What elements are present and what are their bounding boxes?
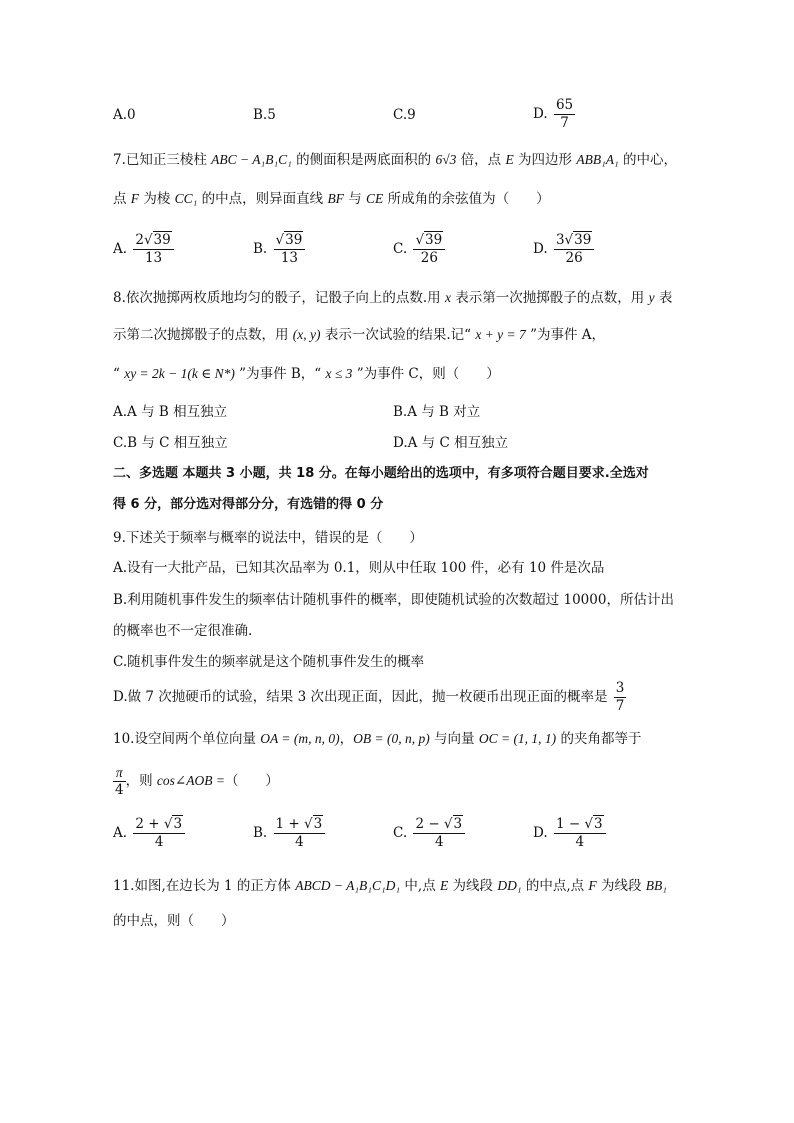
numerator: 1 − √3: [554, 816, 606, 834]
radicand: 3: [453, 816, 463, 832]
q9-option-b-line2: 的概率也不一定很准确.: [113, 623, 253, 639]
math: CE: [366, 191, 384, 206]
text: 所成角的余弦值为（ ）: [383, 191, 550, 207]
q11-stem-line1: [113, 876, 667, 896]
denominator: 4: [115, 782, 124, 798]
q10-stem-line1: [113, 729, 641, 749]
section-heading-line2: 得 6 分，部分选对得部分分，有选错的得 0 分: [113, 497, 384, 512]
q6-d-fraction: [554, 97, 575, 132]
numerator: π: [113, 764, 126, 782]
numerator: √39: [274, 232, 306, 250]
denominator: 4: [575, 834, 585, 850]
text: 为线段: [448, 878, 498, 894]
q10-option-b: [253, 816, 325, 851]
q7-stem-line1: [113, 150, 677, 170]
q6-option-a: A.0: [113, 107, 136, 123]
numerator: 2 + √3: [133, 816, 185, 834]
q8-stem-line3: [113, 364, 500, 384]
q9-option-c: C.随机事件发生的频率就是这个随机事件发生的概率: [113, 654, 425, 670]
math: CC₁: [174, 191, 198, 206]
math: E: [505, 152, 514, 167]
radicand: 3: [594, 816, 603, 832]
term: 2 −: [415, 816, 444, 832]
fraction: [133, 816, 185, 851]
q8-stem-line2: [113, 325, 605, 345]
math: x ≤ 3: [325, 366, 353, 381]
q6-d-num: 65: [555, 97, 574, 113]
vector-oa: OA = (m, n, 0): [260, 731, 340, 746]
q10-option-d: [533, 816, 606, 851]
q6-d-prefix: D.: [533, 106, 548, 122]
q9-option-d: [113, 680, 626, 715]
fraction: [413, 232, 445, 267]
text: 倍，点: [456, 152, 506, 168]
term: 1 −: [555, 816, 585, 832]
radicand: 3: [313, 816, 323, 832]
pi-over-4: [113, 764, 126, 799]
denominator: 13: [280, 250, 298, 266]
prefix: D.: [533, 825, 548, 841]
fraction: [133, 232, 173, 267]
q8-stem-line1: [113, 288, 672, 308]
coef: 2: [135, 232, 144, 248]
text: 示第二次抛掷骰子的点数，用: [113, 327, 293, 343]
q9-d-fraction: [614, 680, 627, 715]
numerator: 3√39: [554, 232, 594, 250]
radicand: 39: [574, 232, 592, 248]
q7-option-b: [253, 232, 305, 267]
q10-option-a: [113, 816, 185, 851]
q8-option-a: A.A 与 B 相互独立: [113, 404, 228, 420]
denominator: 13: [144, 250, 163, 266]
numerator: 1 + √3: [274, 816, 326, 834]
fraction: [554, 232, 594, 267]
prefix: D.: [533, 241, 548, 257]
radicand: 39: [285, 232, 303, 248]
math: x: [444, 290, 451, 305]
radicand: 39: [153, 232, 171, 248]
math: BB₁: [645, 878, 667, 893]
math: ABCD − A₁B₁C₁D₁: [295, 878, 401, 893]
q7-option-d: [533, 232, 594, 267]
radicand: 3: [173, 816, 183, 832]
q10-stem-line2: [113, 764, 279, 799]
q7-option-a: [113, 232, 174, 267]
text: ”为事件 B，“: [234, 366, 326, 382]
text: 的中点，则异面直线: [197, 191, 328, 207]
text: 为线段: [596, 878, 646, 894]
math: ABB₁A₁: [576, 152, 619, 167]
prefix: C.: [393, 241, 408, 257]
text: 的侧面积是两底面积的: [291, 152, 436, 168]
numerator: √39: [413, 232, 445, 250]
text: ，: [339, 731, 354, 747]
text: ”为事件 A，: [525, 327, 606, 343]
text: 表: [654, 290, 673, 306]
denominator: 4: [295, 834, 304, 850]
denominator: 7: [615, 698, 625, 714]
fraction: [274, 232, 306, 267]
prefix: A.: [113, 825, 128, 841]
math: (x, y): [292, 327, 321, 342]
q6-option-c: C.9: [393, 107, 416, 123]
text: 点: [113, 191, 131, 207]
numerator: 2 − √3: [413, 816, 465, 834]
numerator: 2√39: [133, 232, 173, 250]
q6-d-den: 7: [560, 115, 569, 131]
prefix: C.: [393, 825, 408, 841]
math: xy = 2k − 1(k ∈ N*): [124, 366, 235, 381]
text: 11.如图,在边长为 1 的正方体: [113, 878, 296, 894]
q7-option-c: [393, 232, 445, 267]
q9-stem: 9.下述关于频率与概率的说法中，错误的是（ ）: [113, 530, 423, 546]
text: ，则: [125, 773, 157, 789]
math: E: [440, 878, 449, 893]
math: DD₁: [497, 878, 522, 893]
q9-option-b-line1: B.利用随机事件发生的频率估计随机事件的概率，即使随机试验的次数超过 10000，所估计出: [113, 592, 674, 608]
text: 10.设空间两个单位向量: [113, 731, 261, 747]
denominator: 26: [565, 250, 583, 266]
text: 8.依次抛掷两枚质地均匀的骰子，记骰子向上的点数.用: [113, 290, 445, 306]
text: （ ）: [224, 773, 279, 789]
text: 7.已知正三棱柱: [113, 152, 212, 168]
vector-ob: OB = (0, n, p): [353, 731, 430, 746]
text: 中,点: [400, 878, 440, 894]
text: 表示一次试验的结果.记“: [320, 327, 476, 343]
text: 为四边形: [513, 152, 577, 168]
q10-option-c: [393, 816, 465, 851]
q8-option-b: B.A 与 B 对立: [393, 404, 481, 420]
math: F: [588, 878, 597, 893]
math: F: [130, 191, 140, 206]
math: y: [648, 290, 655, 305]
q6-option-b: B.5: [253, 107, 276, 123]
math: 6√3: [435, 152, 457, 167]
prefix: B.: [253, 825, 268, 841]
section-heading-line1: 二、多选题 本题共 3 小题，共 18 分。在每小题给出的选项中，有多项符合题目要求.全选对: [113, 466, 649, 481]
text: 与: [343, 191, 367, 207]
text: 的中心，: [618, 152, 677, 168]
fraction: [274, 816, 326, 851]
denominator: 26: [420, 250, 438, 266]
radicand: 39: [425, 232, 443, 248]
term: 1 +: [275, 816, 304, 832]
q9-option-a: A.设有一大批产品，已知其次品率为 0.1，则从中任取 100 件，必有 10 件是次品: [113, 560, 605, 576]
math: cos∠AOB =: [156, 773, 225, 788]
text: 的中点,点: [521, 878, 589, 894]
fraction: [413, 816, 465, 851]
text: D.做 7 次抛硬币的试验，结果 3 次出现正面，因此，抛一枚硬币出现正面的概率是: [113, 689, 608, 705]
q6-option-d: [533, 97, 575, 132]
denominator: 4: [434, 834, 444, 850]
prefix: B.: [253, 241, 268, 257]
coef: 3: [555, 232, 565, 248]
text: 与向量: [429, 731, 479, 747]
math: x + y = 7: [475, 327, 526, 342]
prefix: A.: [113, 241, 128, 257]
fraction: [554, 816, 606, 851]
math: ABC − A₁B₁C₁: [211, 152, 292, 167]
text: 的夹角都等于: [556, 731, 642, 747]
term: 2 +: [135, 816, 164, 832]
q8-option-c: C.B 与 C 相互独立: [113, 435, 228, 451]
text: 表示第一次抛掷骰子的点数，用: [450, 290, 649, 306]
text: “: [113, 366, 125, 382]
math: BF: [327, 191, 344, 206]
q11-stem-line2: 的中点，则（ ）: [113, 913, 235, 929]
text: 为棱: [139, 191, 175, 207]
q7-stem-line2: [113, 189, 550, 209]
q8-option-d: D.A 与 C 相互独立: [393, 435, 509, 451]
text: ”为事件 C，则（ ）: [352, 366, 500, 382]
numerator: 3: [615, 680, 625, 696]
denominator: 4: [154, 834, 164, 850]
vector-oc: OC = (1, 1, 1): [478, 731, 557, 746]
